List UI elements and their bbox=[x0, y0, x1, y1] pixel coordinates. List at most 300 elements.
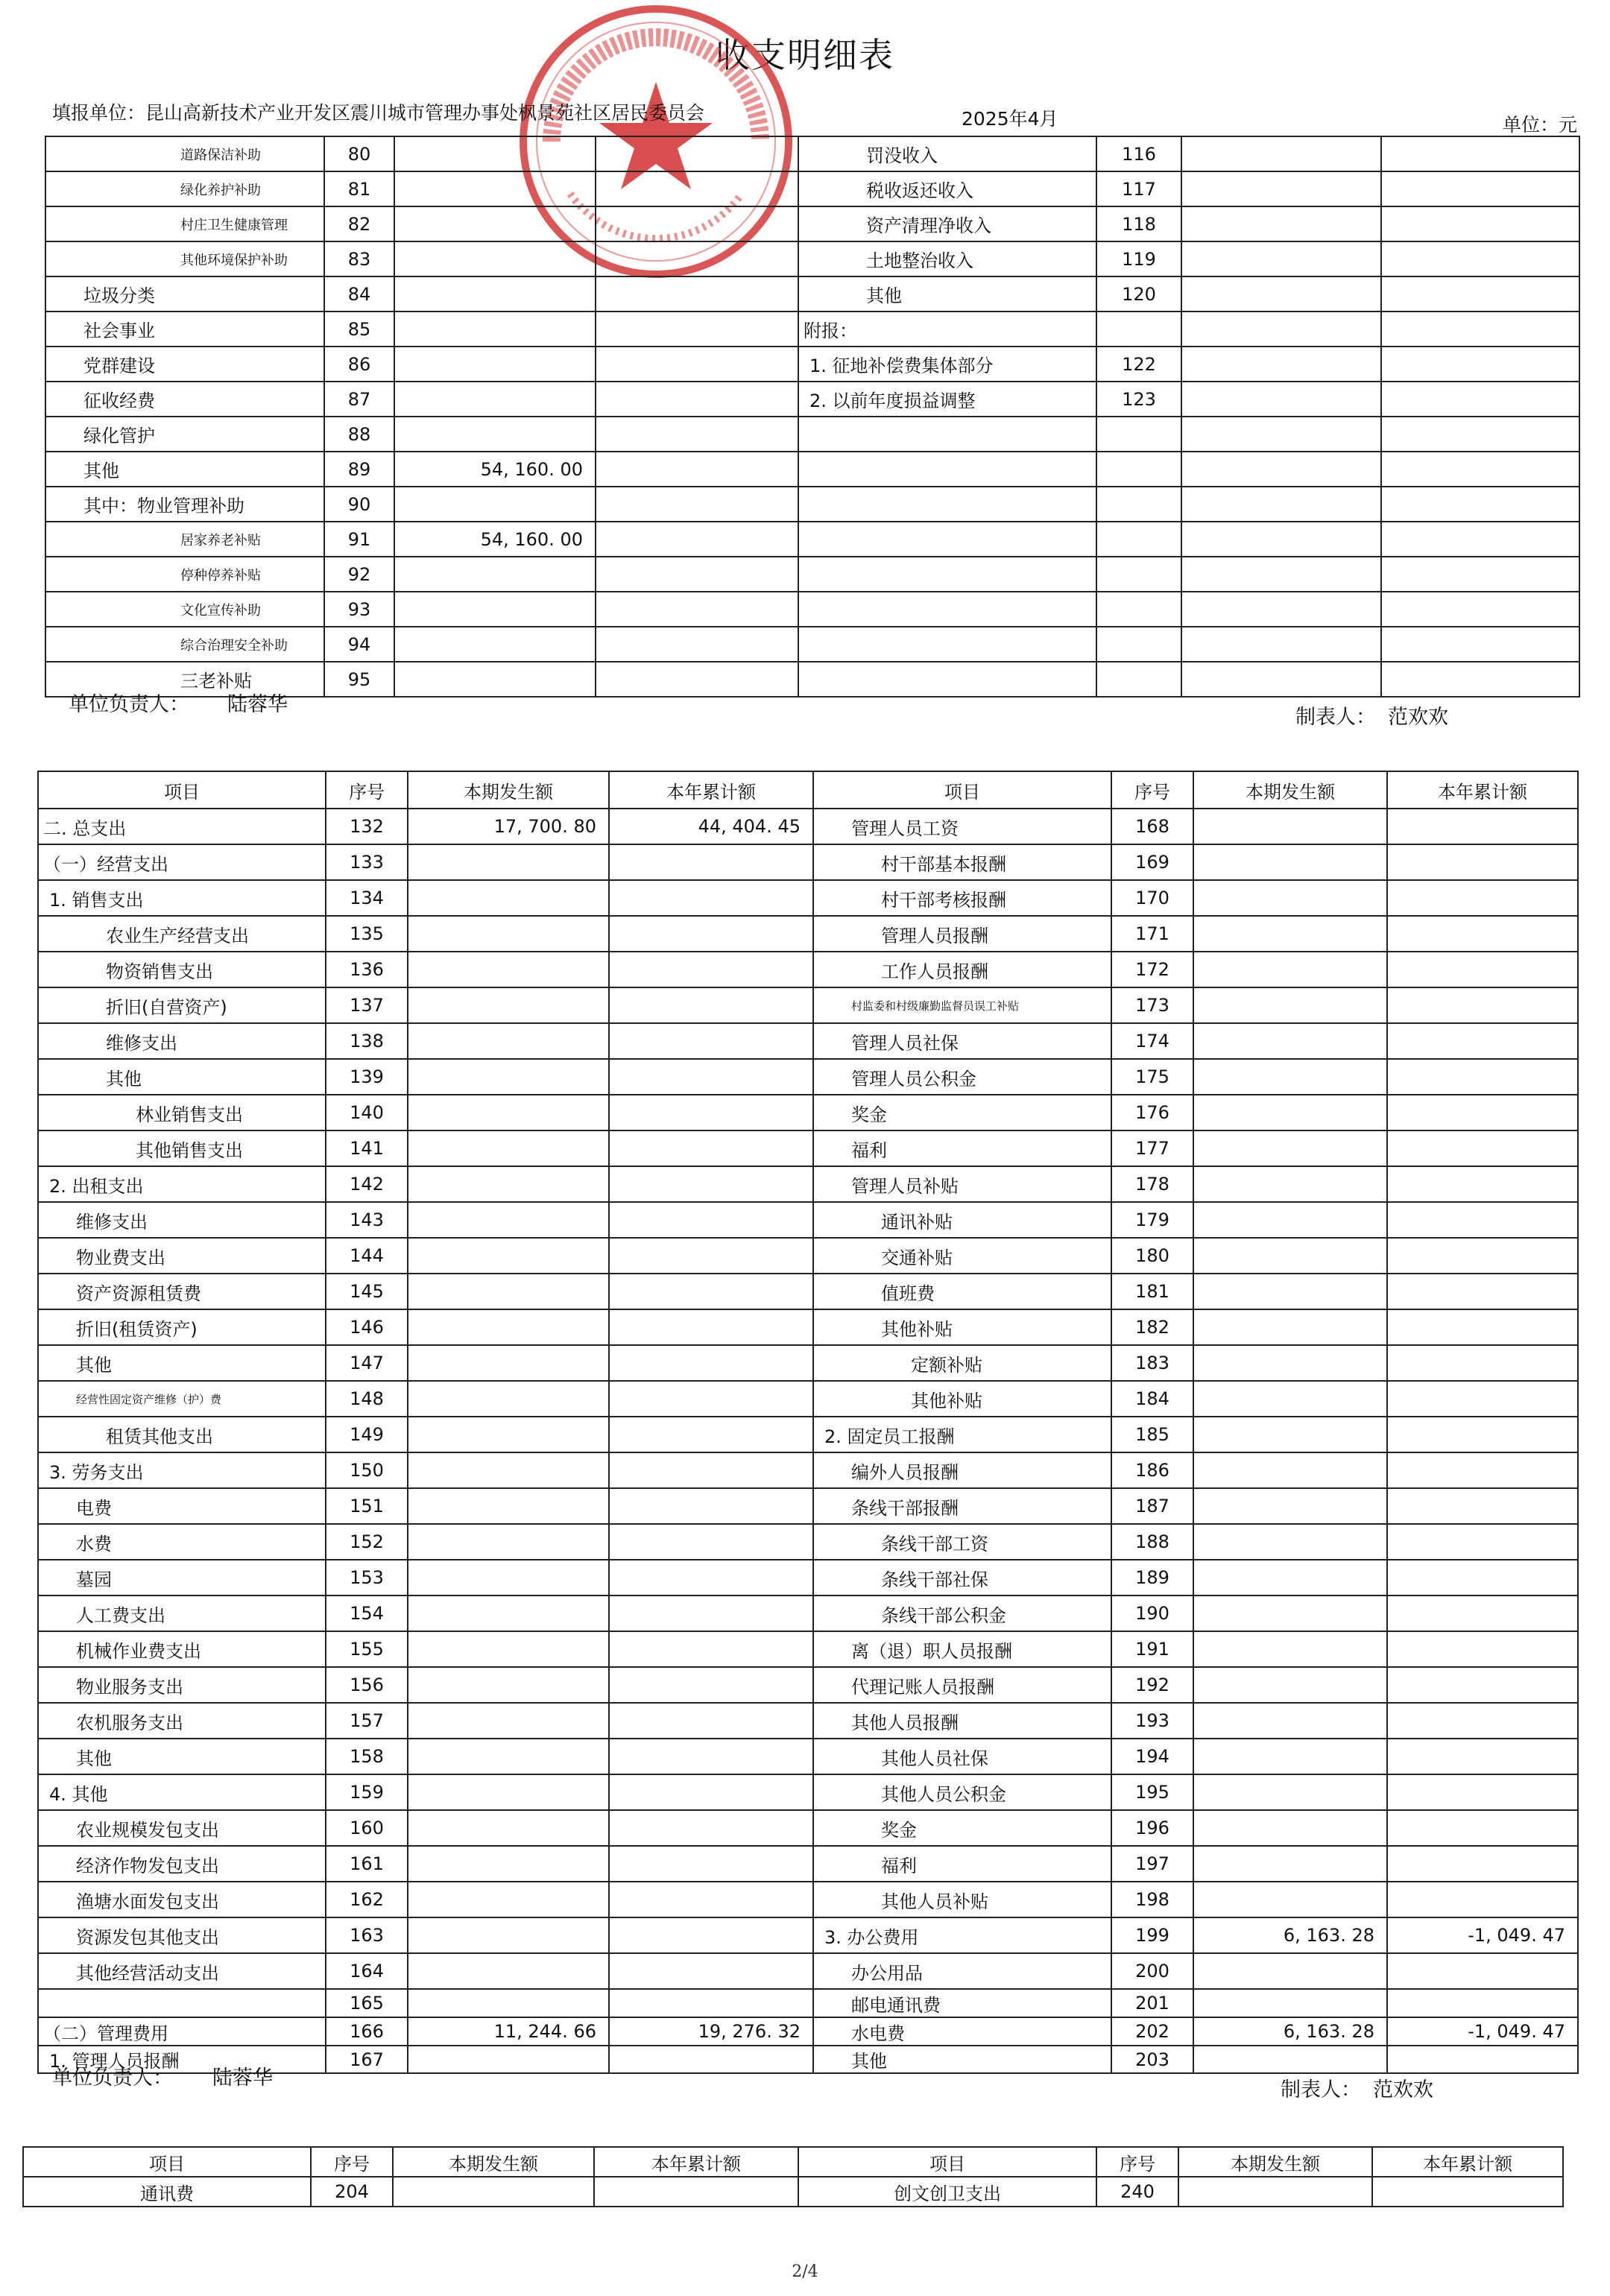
cell-seq-right: 118 bbox=[1096, 206, 1181, 241]
cell-seq-right: 180 bbox=[1111, 1238, 1193, 1274]
cell-item: 其他环境保护补助 bbox=[45, 241, 324, 276]
col-header-item-right: 项目 bbox=[813, 771, 1111, 809]
cell-ytd-right bbox=[1387, 1953, 1578, 1989]
cell-ytd-right bbox=[1387, 1130, 1578, 1166]
cell-ytd-right bbox=[1387, 1023, 1578, 1059]
table-row bbox=[38, 1953, 1578, 1989]
cell-ytd: 19, 276. 32 bbox=[609, 2017, 813, 2046]
cell-ytd bbox=[609, 1953, 813, 1989]
cell-item: 维修支出 bbox=[38, 1023, 326, 1059]
cell-ytd bbox=[609, 952, 813, 987]
table-row bbox=[45, 171, 1579, 206]
cell-seq-right: 191 bbox=[1111, 1631, 1193, 1667]
cell-item-right bbox=[798, 452, 1096, 487]
cell-ytd bbox=[596, 382, 798, 417]
cell-seq: 94 bbox=[324, 627, 394, 662]
cell-current-right bbox=[1181, 452, 1381, 487]
cell-current-right bbox=[1193, 987, 1387, 1023]
cell-current-right bbox=[1193, 1095, 1387, 1130]
cell-ytd bbox=[596, 487, 798, 522]
table-row bbox=[38, 1667, 1578, 1703]
cell-ytd-right bbox=[1387, 1846, 1578, 1882]
cell-item-right bbox=[798, 627, 1096, 662]
cell-item: 4. 其他 bbox=[38, 1774, 326, 1810]
col-header-seq-right: 序号 bbox=[1111, 771, 1193, 809]
table-row bbox=[38, 987, 1578, 1023]
cell-item: 综合治理安全补助 bbox=[45, 627, 324, 662]
cell-current bbox=[394, 627, 596, 662]
cell-ytd: 44, 404. 45 bbox=[609, 809, 813, 844]
cell-current-right bbox=[1193, 1882, 1387, 1917]
cell-seq: 160 bbox=[326, 1810, 408, 1846]
table-row bbox=[38, 1739, 1578, 1774]
cell-seq-right bbox=[1096, 662, 1181, 697]
cell-ytd bbox=[609, 1739, 813, 1774]
cell-seq-right: 199 bbox=[1111, 1917, 1193, 1953]
cell-item-right bbox=[798, 417, 1096, 452]
cell-current bbox=[394, 382, 596, 417]
cell-seq: 165 bbox=[326, 1989, 408, 2017]
cell-item-right: 其他人员报酬 bbox=[813, 1703, 1111, 1739]
cell-current bbox=[394, 206, 596, 241]
table-row bbox=[38, 1166, 1578, 1202]
cell-item: 资产资源租赁费 bbox=[38, 1274, 326, 1309]
cell-ytd-right bbox=[1387, 1095, 1578, 1130]
report-period: 2025年4月 bbox=[962, 108, 1058, 130]
cell-seq: 144 bbox=[326, 1238, 408, 1274]
cell-item: 其他 bbox=[38, 1345, 326, 1381]
cell-item-right: 村干部考核报酬 bbox=[813, 880, 1111, 916]
cell-ytd bbox=[609, 1596, 813, 1631]
cell-seq: 141 bbox=[326, 1130, 408, 1166]
cell-seq-right bbox=[1096, 557, 1181, 592]
cell-seq-right: 188 bbox=[1111, 1524, 1193, 1560]
table-row bbox=[38, 1882, 1578, 1917]
table-row bbox=[38, 1810, 1578, 1846]
cell-ytd-right bbox=[1387, 1274, 1578, 1309]
cell-item: 其他经营活动支出 bbox=[38, 1953, 326, 1989]
cell-item-right: 通讯补贴 bbox=[813, 1202, 1111, 1238]
cell-ytd bbox=[596, 627, 798, 662]
table-row bbox=[38, 1631, 1578, 1667]
cell-item: 折旧(自营资产) bbox=[38, 987, 326, 1023]
cell-ytd-right bbox=[1381, 276, 1579, 311]
cell-item-right: 土地整治收入 bbox=[798, 241, 1096, 276]
table-row bbox=[38, 2017, 1578, 2046]
cell-current-right bbox=[1193, 1488, 1387, 1524]
cell-item-right: 税收返还收入 bbox=[798, 171, 1096, 206]
cell-current-right bbox=[1193, 1274, 1387, 1309]
table-row bbox=[45, 487, 1579, 522]
cell-current: 11, 244. 66 bbox=[408, 2017, 609, 2046]
cell-seq-right: 202 bbox=[1111, 2017, 1193, 2046]
cell-ytd-right bbox=[1387, 916, 1578, 952]
cell-item-right: 资产清理净收入 bbox=[798, 206, 1096, 241]
cell-ytd bbox=[596, 311, 798, 347]
cell-current bbox=[408, 1524, 609, 1560]
cell-current-right bbox=[1181, 311, 1381, 347]
cell-item: 文化宣传补助 bbox=[45, 592, 324, 627]
cell-current bbox=[408, 1452, 609, 1488]
cell-item: 1. 管理人员报酬 bbox=[38, 2046, 326, 2073]
cell-item: 物业费支出 bbox=[38, 1238, 326, 1274]
col-header-ytd: 本年累计额 bbox=[594, 2147, 798, 2177]
cell-seq: 149 bbox=[326, 1417, 408, 1452]
cell-ytd-right bbox=[1381, 206, 1579, 241]
cell-item-right: 交通补贴 bbox=[813, 1238, 1111, 1274]
cell-current-right bbox=[1193, 1560, 1387, 1596]
cell-seq: 139 bbox=[326, 1059, 408, 1095]
cell-item-right: 村干部基本报酬 bbox=[813, 844, 1111, 880]
cell-item: 村庄卫生健康管理 bbox=[45, 206, 324, 241]
cell-seq: 89 bbox=[324, 452, 394, 487]
cell-current-right bbox=[1193, 1130, 1387, 1166]
table-row bbox=[23, 2177, 1563, 2207]
table-header-row bbox=[38, 771, 1578, 809]
cell-item-right: 创文创卫支出 bbox=[798, 2177, 1096, 2207]
cell-current bbox=[408, 1703, 609, 1739]
cell-item-right: 条线干部报酬 bbox=[813, 1488, 1111, 1524]
table-row bbox=[45, 241, 1579, 276]
cell-current-right bbox=[1193, 1631, 1387, 1667]
cell-ytd-right bbox=[1387, 1381, 1578, 1417]
cell-current-right bbox=[1181, 382, 1381, 417]
cell-ytd bbox=[596, 206, 798, 241]
cell-ytd bbox=[609, 1130, 813, 1166]
cell-item: 二. 总支出 bbox=[38, 809, 326, 844]
cell-ytd-right bbox=[1387, 1488, 1578, 1524]
cell-ytd bbox=[609, 1846, 813, 1882]
currency-unit: 单位：元 bbox=[1503, 114, 1578, 136]
cell-ytd-right bbox=[1387, 1524, 1578, 1560]
cell-item-right: 3. 办公费用 bbox=[813, 1917, 1111, 1953]
cell-seq: 167 bbox=[326, 2046, 408, 2073]
cell-ytd bbox=[609, 1274, 813, 1309]
preparer-label: 制表人： bbox=[1295, 706, 1376, 729]
cell-item: 其他销售支出 bbox=[38, 1130, 326, 1166]
cell-item-right: 离（退）职人员报酬 bbox=[813, 1631, 1111, 1667]
cell-item-right: 1. 征地补偿费集体部分 bbox=[798, 347, 1096, 382]
cell-item: 经济作物发包支出 bbox=[38, 1846, 326, 1882]
cell-current-right bbox=[1181, 522, 1381, 557]
cell-current-right bbox=[1181, 241, 1381, 276]
cell-current: 17, 700. 80 bbox=[408, 809, 609, 844]
cell-seq: 166 bbox=[326, 2017, 408, 2046]
cell-item-right bbox=[798, 522, 1096, 557]
cell-seq-right bbox=[1096, 627, 1181, 662]
cell-seq-right: 200 bbox=[1111, 1953, 1193, 1989]
cell-item-right: 邮电通讯费 bbox=[813, 1989, 1111, 2017]
cell-seq-right: 122 bbox=[1096, 347, 1181, 382]
cell-seq: 154 bbox=[326, 1596, 408, 1631]
cell-current bbox=[408, 1166, 609, 1202]
cell-ytd-right bbox=[1387, 1703, 1578, 1739]
table-row bbox=[38, 1596, 1578, 1631]
cell-current bbox=[408, 987, 609, 1023]
cell-current bbox=[394, 592, 596, 627]
cell-ytd-right bbox=[1387, 1452, 1578, 1488]
cell-item-right: 罚没收入 bbox=[798, 136, 1096, 171]
table-row bbox=[38, 916, 1578, 952]
cell-seq-right: 178 bbox=[1111, 1166, 1193, 1202]
cell-ytd-right bbox=[1381, 417, 1579, 452]
cell-current bbox=[393, 2177, 594, 2207]
cell-current-right bbox=[1193, 1989, 1387, 2017]
cell-seq-right: 119 bbox=[1096, 241, 1181, 276]
cell-ytd-right bbox=[1381, 136, 1579, 171]
cell-seq: 134 bbox=[326, 880, 408, 916]
cell-current-right bbox=[1193, 1774, 1387, 1810]
cell-ytd bbox=[609, 1631, 813, 1667]
cell-item-right: 福利 bbox=[813, 1130, 1111, 1166]
table-row bbox=[45, 417, 1579, 452]
table-row bbox=[38, 1095, 1578, 1130]
cell-ytd bbox=[596, 417, 798, 452]
cell-seq-right bbox=[1096, 487, 1181, 522]
cell-current-right bbox=[1193, 1667, 1387, 1703]
cell-item-right: 其他 bbox=[798, 276, 1096, 311]
cell-seq-right bbox=[1096, 452, 1181, 487]
cell-ytd bbox=[609, 1166, 813, 1202]
cell-item-right: 附报： bbox=[798, 311, 1096, 347]
cell-current-right bbox=[1193, 809, 1387, 844]
cell-seq: 155 bbox=[326, 1631, 408, 1667]
cell-current bbox=[408, 952, 609, 987]
table-row bbox=[38, 1130, 1578, 1166]
cell-seq: 204 bbox=[311, 2177, 393, 2207]
cell-ytd-right bbox=[1387, 1596, 1578, 1631]
cell-ytd-right bbox=[1387, 1417, 1578, 1452]
cell-item: 人工费支出 bbox=[38, 1596, 326, 1631]
cell-item-right: 奖金 bbox=[813, 1095, 1111, 1130]
table-row bbox=[38, 1846, 1578, 1882]
cell-ytd-right bbox=[1381, 557, 1579, 592]
col-header-ytd-right: 本年累计额 bbox=[1387, 771, 1578, 809]
col-header-seq: 序号 bbox=[326, 771, 408, 809]
cell-current-right bbox=[1193, 1059, 1387, 1095]
table-row bbox=[45, 347, 1579, 382]
cell-current bbox=[408, 1774, 609, 1810]
cell-seq-right: 174 bbox=[1111, 1023, 1193, 1059]
cell-ytd-right bbox=[1387, 1059, 1578, 1095]
cell-item: 征收经费 bbox=[45, 382, 324, 417]
cell-item: 折旧(租赁资产) bbox=[38, 1309, 326, 1345]
cell-ytd bbox=[609, 1667, 813, 1703]
cell-item-right: 办公用品 bbox=[813, 1953, 1111, 1989]
cell-item-right: 管理人员补贴 bbox=[813, 1166, 1111, 1202]
cell-item-right: 2. 固定员工报酬 bbox=[813, 1417, 1111, 1452]
cell-item-right: 管理人员公积金 bbox=[813, 1059, 1111, 1095]
cell-item-right: 管理人员报酬 bbox=[813, 916, 1111, 952]
cell-current bbox=[394, 662, 596, 697]
cell-seq-right: 175 bbox=[1111, 1059, 1193, 1095]
cell-item: 水费 bbox=[38, 1524, 326, 1560]
cell-item: 通讯费 bbox=[23, 2177, 311, 2207]
cell-seq: 135 bbox=[326, 916, 408, 952]
cell-seq-right: 189 bbox=[1111, 1560, 1193, 1596]
cell-seq-right: 120 bbox=[1096, 276, 1181, 311]
cell-seq: 142 bbox=[326, 1166, 408, 1202]
preparer-name-2: 范欢欢 bbox=[1373, 2078, 1433, 2101]
cell-current-right bbox=[1193, 1202, 1387, 1238]
table-row bbox=[38, 880, 1578, 916]
cell-ytd bbox=[609, 1059, 813, 1095]
cell-current bbox=[394, 557, 596, 592]
cell-seq: 137 bbox=[326, 987, 408, 1023]
cell-item-right: 其他人员公积金 bbox=[813, 1774, 1111, 1810]
table-row bbox=[38, 952, 1578, 987]
cell-ytd-right bbox=[1387, 1345, 1578, 1381]
cell-seq-right: 185 bbox=[1111, 1417, 1193, 1452]
cell-current bbox=[408, 1095, 609, 1130]
cell-seq-right: 187 bbox=[1111, 1488, 1193, 1524]
table-row bbox=[38, 1059, 1578, 1095]
cell-ytd bbox=[609, 1202, 813, 1238]
unit-head-label-2: 单位负责人： bbox=[52, 2066, 173, 2090]
cell-ytd-right bbox=[1381, 487, 1579, 522]
cell-current-right bbox=[1193, 1703, 1387, 1739]
cell-seq-right: 195 bbox=[1111, 1774, 1193, 1810]
reporting-unit: 填报单位：昆山高新技术产业开发区震川城市管理办事处枫景苑社区居民委员会 bbox=[52, 102, 705, 124]
cell-item: 社会事业 bbox=[45, 311, 324, 347]
cell-item: 3. 劳务支出 bbox=[38, 1452, 326, 1488]
cell-current bbox=[408, 1381, 609, 1417]
cell-item bbox=[38, 1989, 326, 2017]
cell-item: （二）管理费用 bbox=[38, 2017, 326, 2046]
col-header-current-right: 本期发生额 bbox=[1178, 2147, 1372, 2177]
cell-item: 其他 bbox=[38, 1739, 326, 1774]
cell-item-right bbox=[798, 592, 1096, 627]
cell-ytd-right bbox=[1387, 1560, 1578, 1596]
unit-head-name-2: 陆蓉华 bbox=[212, 2066, 273, 2090]
cell-seq: 95 bbox=[324, 662, 394, 697]
cell-seq: 162 bbox=[326, 1882, 408, 1917]
cell-current-right bbox=[1181, 276, 1381, 311]
cell-current bbox=[408, 1238, 609, 1274]
cell-ytd-right bbox=[1381, 382, 1579, 417]
cell-current-right bbox=[1193, 1238, 1387, 1274]
cell-item: 资源发包其他支出 bbox=[38, 1917, 326, 1953]
cell-current-right bbox=[1193, 1846, 1387, 1882]
cell-seq: 80 bbox=[324, 136, 394, 171]
cell-ytd bbox=[609, 1417, 813, 1452]
cell-item: 三老补贴 bbox=[45, 662, 324, 697]
table-row bbox=[38, 1345, 1578, 1381]
cell-current bbox=[394, 487, 596, 522]
cell-seq: 147 bbox=[326, 1345, 408, 1381]
col-header-ytd: 本年累计额 bbox=[609, 771, 813, 809]
cell-seq: 85 bbox=[324, 311, 394, 347]
cell-seq-right: 183 bbox=[1111, 1345, 1193, 1381]
cell-seq: 164 bbox=[326, 1953, 408, 1989]
table-row bbox=[38, 1917, 1578, 1953]
unit-head-name: 陆蓉华 bbox=[227, 693, 288, 716]
unit-head-label: 单位负责人： bbox=[69, 693, 189, 716]
cell-ytd-right bbox=[1387, 1166, 1578, 1202]
cell-current bbox=[408, 1631, 609, 1667]
cell-seq-right: 240 bbox=[1096, 2177, 1178, 2207]
cell-item-right: 村监委和村级廉勤监督员误工补贴 bbox=[813, 987, 1111, 1023]
cell-ytd bbox=[609, 1309, 813, 1345]
cell-seq: 151 bbox=[326, 1488, 408, 1524]
cell-item-right: 值班费 bbox=[813, 1274, 1111, 1309]
cell-item: 1. 销售支出 bbox=[38, 880, 326, 916]
cell-seq-right: 169 bbox=[1111, 844, 1193, 880]
cell-ytd-right: -1, 049. 47 bbox=[1387, 2017, 1578, 2046]
cell-ytd bbox=[596, 276, 798, 311]
cell-item-right: 其他人员社保 bbox=[813, 1739, 1111, 1774]
table-row bbox=[45, 452, 1579, 487]
cell-item: 维修支出 bbox=[38, 1202, 326, 1238]
cell-seq-right: 186 bbox=[1111, 1452, 1193, 1488]
cell-item-right bbox=[798, 487, 1096, 522]
cell-seq: 83 bbox=[324, 241, 394, 276]
cell-seq: 87 bbox=[324, 382, 394, 417]
cell-current bbox=[408, 1130, 609, 1166]
cell-ytd-right: -1, 049. 47 bbox=[1387, 1917, 1578, 1953]
cell-seq-right: 117 bbox=[1096, 171, 1181, 206]
cell-item: 渔塘水面发包支出 bbox=[38, 1882, 326, 1917]
cell-seq-right: 177 bbox=[1111, 1130, 1193, 1166]
cell-seq-right: 168 bbox=[1111, 809, 1193, 844]
cell-item-right: 条线干部社保 bbox=[813, 1560, 1111, 1596]
table-row bbox=[45, 627, 1579, 662]
cell-ytd bbox=[609, 1774, 813, 1810]
cell-current-right bbox=[1181, 206, 1381, 241]
cell-seq: 161 bbox=[326, 1846, 408, 1882]
table-row bbox=[38, 1488, 1578, 1524]
cell-current bbox=[408, 1202, 609, 1238]
cell-current bbox=[408, 1810, 609, 1846]
cell-seq-right bbox=[1096, 417, 1181, 452]
cell-seq-right bbox=[1096, 522, 1181, 557]
table-row bbox=[45, 276, 1579, 311]
cell-seq: 133 bbox=[326, 844, 408, 880]
cell-ytd bbox=[596, 171, 798, 206]
cell-ytd-right bbox=[1387, 1309, 1578, 1345]
cell-current-right bbox=[1193, 916, 1387, 952]
cell-seq: 140 bbox=[326, 1095, 408, 1130]
cell-ytd bbox=[609, 1810, 813, 1846]
cell-item: 其中：物业管理补助 bbox=[45, 487, 324, 522]
cell-current bbox=[408, 1989, 609, 2017]
cell-item: 垃圾分类 bbox=[45, 276, 324, 311]
cell-item-right: 定额补贴 bbox=[813, 1345, 1111, 1381]
cell-ytd-right bbox=[1381, 627, 1579, 662]
cell-current-right: 6, 163. 28 bbox=[1193, 1917, 1387, 1953]
cell-seq-right: 194 bbox=[1111, 1739, 1193, 1774]
table-row bbox=[38, 1560, 1578, 1596]
cell-current bbox=[408, 1309, 609, 1345]
cell-seq-right: 190 bbox=[1111, 1596, 1193, 1631]
cell-ytd bbox=[609, 1023, 813, 1059]
cell-seq: 138 bbox=[326, 1023, 408, 1059]
cell-current bbox=[408, 1560, 609, 1596]
cell-item: 农机服务支出 bbox=[38, 1703, 326, 1739]
cell-item: 物资销售支出 bbox=[38, 952, 326, 987]
cell-ytd bbox=[594, 2177, 798, 2207]
cell-current-right bbox=[1181, 557, 1381, 592]
cell-current bbox=[394, 276, 596, 311]
cell-ytd-right bbox=[1387, 1774, 1578, 1810]
cell-seq: 93 bbox=[324, 592, 394, 627]
cell-current-right bbox=[1181, 417, 1381, 452]
cell-ytd-right bbox=[1387, 1739, 1578, 1774]
cell-item: 停种停养补贴 bbox=[45, 557, 324, 592]
cell-ytd bbox=[609, 987, 813, 1023]
cell-ytd-right bbox=[1381, 452, 1579, 487]
cell-current-right bbox=[1193, 1166, 1387, 1202]
